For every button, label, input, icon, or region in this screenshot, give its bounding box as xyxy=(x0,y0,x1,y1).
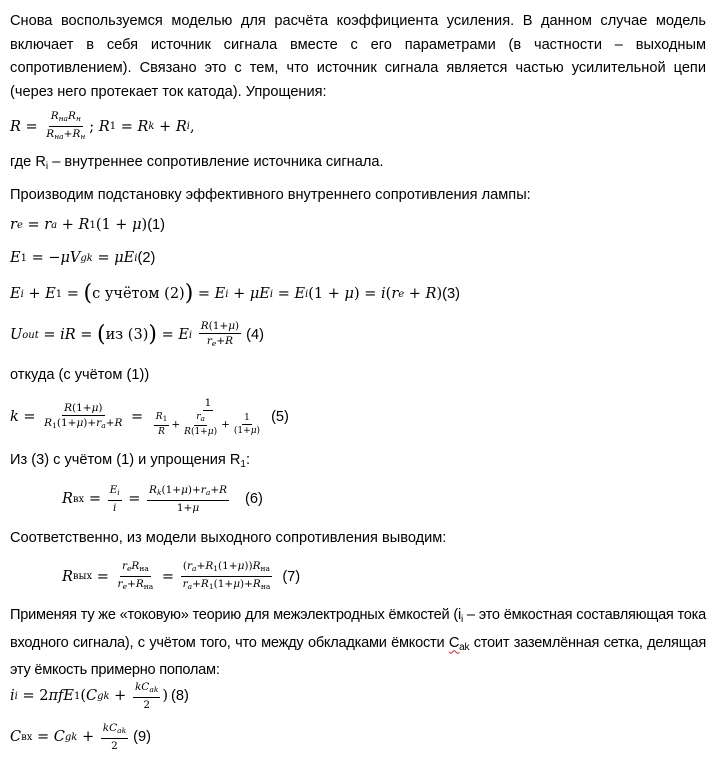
eq3-number: (3) xyxy=(442,286,460,302)
equation-simplification: R = $\frac{R_{на}R_н}{R_{на}+R_н}$ ; R 1 = R k + R i , xyxy=(10,110,195,141)
intro-paragraph: Снова воспользуемся моделью для расчёта коэффициента усиления. В данном случае модель включает в себя источник сигнала вместе с его параметрами (в частности – выходным сопротивлением). Связано это с тем, что источник сигнала является частью усилительной цепи (через него протекает ток катода). Упрощения: xyxy=(10,13,706,100)
equation-3: E i + E 1 = ( с учётом (2) ) = E i + μE i = E i (1 + μ ) = i ( r e + R ) (3) xyxy=(10,281,460,306)
equation-8: i i = 2 πfE 1 ( C gk + $\frac{kC_{ak}}{2}$ ) (8) xyxy=(10,681,189,711)
eq7-number: (7) xyxy=(282,568,301,585)
eq5-number: (5) xyxy=(271,409,289,425)
accordingly-text: Соответственно, из модели выходного сопротивления выводим: xyxy=(10,530,447,546)
equation-5: k = $\frac{R(1+\mu)}{R_1(1+\mu)+r_a+R}$ = 1 $\frac{R_1}{R}$ + $\frac{r_a}{R(1+\mu)}$ + $\frac{1}{(1+\mu)}$ (5) xyxy=(10,397,289,437)
equation-4: U out = iR = ( из (3) ) = E i $\frac{R(1+\mu)}{r_e+R}$ (4) xyxy=(10,320,264,348)
equation-9: C вх = C gk + $\frac{kC_{ak}}{2}$ (9) xyxy=(10,722,151,752)
eq6-number: (6) xyxy=(245,491,263,507)
capacitance-paragraph: Применяя ту же «токовую» теорию для межэлектродных ёмкостей ($i_i$ – это ёмкостная составляющая тока входного сигнала), с учётом того, что между обкладками ёмкости $C_{ak}$ стоит заземлённая сетка, делящая эту ёмкость примерно пополам: xyxy=(10,607,706,678)
ri-definition: где $R_i$ – внутреннее сопротивление источника сигнала. xyxy=(10,154,384,172)
substitution-text: Производим подстановку эффективного внутреннего сопротивления лампы: xyxy=(10,187,531,203)
equation-6: R вх = $\frac{E_i}{i}$ = $\frac{R_k(1+\mu)+r_a+R}{1+\mu}$ (6) xyxy=(62,484,263,514)
whence-text: откуда (с учётом (1)) xyxy=(10,367,150,383)
spellcheck-cak: $C_{ak}$ xyxy=(448,634,470,653)
eq2-number: (2) xyxy=(137,250,156,266)
from3-text: Из (3) с учётом (1) и упрощения $R_1$: xyxy=(10,452,251,470)
eq9-number: (9) xyxy=(133,729,151,745)
equation-2: E 1 = − μV gk = μE i (2) xyxy=(10,250,156,266)
equation-7: R вых = $\frac{r_eR_{на}}{r_e+R_{на}}$ = $\frac{(r_a+R_1(1+\mu))R_{на}}{r_a+R_1(1+\mu)+R_{на}}$ (7) xyxy=(62,560,301,591)
eq4-number: (4) xyxy=(246,327,264,343)
eq1-number: (1) xyxy=(147,217,166,233)
eq8-number: (8) xyxy=(171,688,189,704)
equation-1: r e = r a + R 1 (1 + μ ) (1) xyxy=(10,217,166,233)
